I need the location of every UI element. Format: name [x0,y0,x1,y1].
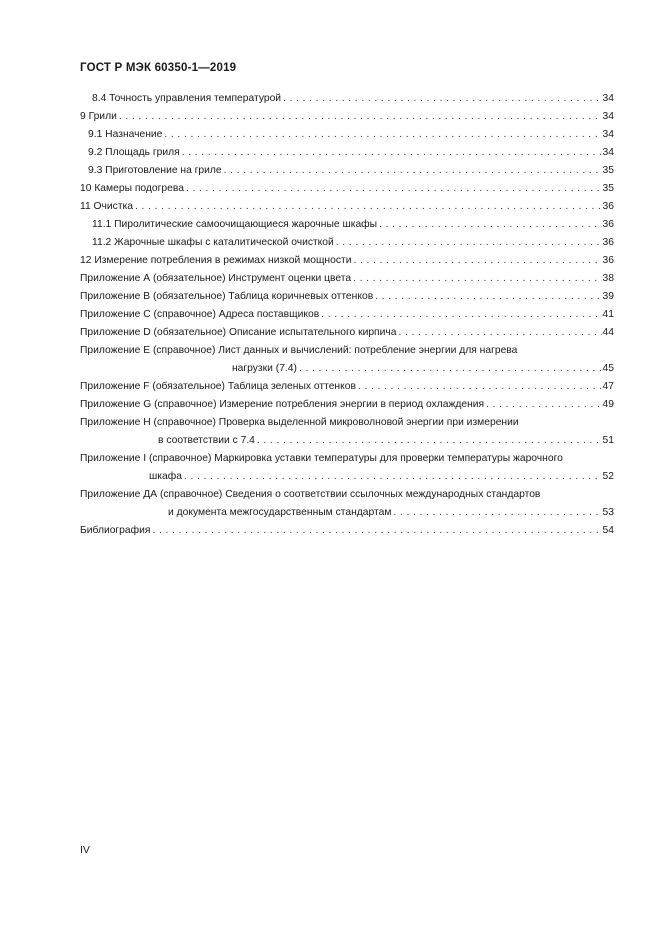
toc-entry-title-line: Приложение ДА (справочное) Сведения о соответствии ссылочных международных стандартов [80,489,541,500]
toc-entry-page: 35 [602,183,614,194]
toc-entry-page: 44 [602,327,614,338]
toc-entry-page: 51 [602,435,614,446]
toc-entry-page: 34 [602,129,614,140]
toc-leader-dots [336,234,602,252]
toc-leader-dots [379,216,601,234]
toc-entry-line [80,252,614,270]
toc-entry-line [80,180,614,198]
toc-entry[interactable] [80,216,614,234]
toc-entry-page: 34 [602,111,614,122]
toc-entry-label: Приложение G (справочное) Измерение потребления энергии в период охлаждения [80,399,485,410]
toc-leader-dots [283,90,601,108]
toc-entry-line [80,504,614,522]
toc-entry-line [80,108,614,126]
toc-entry-line [80,432,614,450]
toc-entry[interactable] [80,108,614,126]
toc-entry-label: в соответствии с 7.4 [158,435,255,446]
toc-entry-page: 39 [602,291,614,302]
toc-entry-line [92,90,614,108]
toc-entry-label: Библиография [80,525,151,536]
toc-entry-label: 8.4 Точность управления температурой [92,93,282,104]
toc-leader-dots [164,126,601,144]
toc-leader-dots [486,396,601,414]
toc-leader-dots [224,162,602,180]
toc-entry-label: Приложение D (обязательное) Описание испытательного кирпича [80,327,397,338]
toc-entry-line [80,324,614,342]
toc-entry-label: 11.1 Пиролитические самоочищающиеся жарочные шкафы [92,219,378,230]
toc-entry-page: 52 [602,471,614,482]
toc-entry-page: 34 [602,93,614,104]
toc-entry[interactable] [80,324,614,342]
toc-leader-dots [358,378,602,396]
toc-leader-dots [353,270,601,288]
toc-entry-line [92,234,614,252]
page-number: IV [80,844,90,856]
toc-entry[interactable] [80,342,614,378]
toc-entry-page: 41 [602,309,614,320]
toc-entry-page: 47 [602,381,614,392]
toc-entry-page: 45 [602,363,614,374]
toc-entry-page: 35 [602,165,614,176]
toc-entry-label: 10 Камеры подогрева [80,183,184,194]
toc-entry[interactable] [80,306,614,324]
toc-entry-label: Приложение С (справочное) Адреса поставщиков [80,309,320,320]
toc-entry[interactable] [80,144,614,162]
toc-leader-dots [135,198,602,216]
toc-leader-dots [398,324,601,342]
toc-entry-label: и документа межгосударственным стандартам [168,507,392,518]
toc-entry-line [80,396,614,414]
toc-entry-page: 54 [602,525,614,536]
toc-entry-line [80,270,614,288]
toc-entry-label: 12 Измерение потребления в режимах низкой мощности [80,255,352,266]
toc-leader-dots [299,360,602,378]
toc-entry[interactable] [80,486,614,522]
toc-entry-page: 36 [602,201,614,212]
toc-entry-page: 34 [602,147,614,158]
toc-entry-label: 9.2 Площадь гриля [88,147,180,158]
toc-entry-line [80,522,614,540]
toc-entry[interactable] [80,414,614,450]
toc-entry-label: 9.1 Назначение [88,129,163,140]
toc-entry-line [80,306,614,324]
toc-entry[interactable] [80,198,614,216]
toc-entry[interactable] [80,180,614,198]
toc-entry-line [80,198,614,216]
toc-entry[interactable] [80,162,614,180]
toc-entry[interactable] [80,450,614,486]
toc-leader-dots [321,306,601,324]
toc-entry-label: нагрузки (7.4) [232,363,297,374]
toc-leader-dots [375,288,601,306]
toc-leader-dots [184,468,602,486]
toc-entry-page: 38 [602,273,614,284]
toc-entry-line [80,468,614,486]
toc-entry-page: 36 [602,237,614,248]
toc-leader-dots [257,432,602,450]
toc-entry-label: Приложение А (обязательное) Инструмент оценки цвета [80,273,352,284]
toc-entry-line [80,360,614,378]
toc-entry-label: Приложение F (обязательное) Таблица зеленых оттенков [80,381,356,392]
toc-entry-label: 9.3 Приготовление на гриле [88,165,222,176]
toc-leader-dots [182,144,602,162]
toc-leader-dots [186,180,602,198]
toc-entry-page: 36 [602,255,614,266]
toc-entry-line [88,126,614,144]
toc-leader-dots [353,252,601,270]
toc-entry-line [88,162,614,180]
toc-entry-page: 53 [602,507,614,518]
toc-entry-label: 11 Очистка [80,201,133,212]
toc-leader-dots [152,522,601,540]
toc-entry[interactable] [80,270,614,288]
toc-entry-line [92,216,614,234]
toc-leader-dots [393,504,601,522]
toc-entry[interactable] [80,396,614,414]
toc-entry[interactable] [80,252,614,270]
toc-entry-label: 9 Грили [80,111,117,122]
toc-entry-line [88,144,614,162]
toc-entry-label: 11.2 Жарочные шкафы с каталитической очисткой [92,237,334,248]
toc-entry[interactable] [80,126,614,144]
toc-entry[interactable] [80,288,614,306]
toc-entry-title-line: Приложение Н (справочное) Проверка выделенной микроволновой энергии при измерении [80,417,519,428]
toc-entry[interactable] [80,522,614,540]
toc-entry[interactable] [80,234,614,252]
toc-entry-title-line: Приложение I (справочное) Маркировка уставки температуры для проверки температуры жарочного [80,453,563,464]
toc-leader-dots [119,108,602,126]
toc-entry-label: Приложение В (обязательное) Таблица коричневых оттенков [80,291,374,302]
toc-entry[interactable] [80,378,614,396]
document-code-header: ГОСТ Р МЭК 60350-1—2019 [80,62,237,74]
toc-entry-page: 36 [602,219,614,230]
table-of-contents [80,90,614,540]
toc-entry-line [80,378,614,396]
toc-entry-line [80,288,614,306]
toc-entry-label: шкафа [149,471,182,482]
toc-entry[interactable] [80,90,614,108]
toc-entry-page: 49 [602,399,614,410]
toc-entry-title-line: Приложение Е (справочное) Лист данных и вычислений: потребление энергии для нагрева [80,345,518,356]
